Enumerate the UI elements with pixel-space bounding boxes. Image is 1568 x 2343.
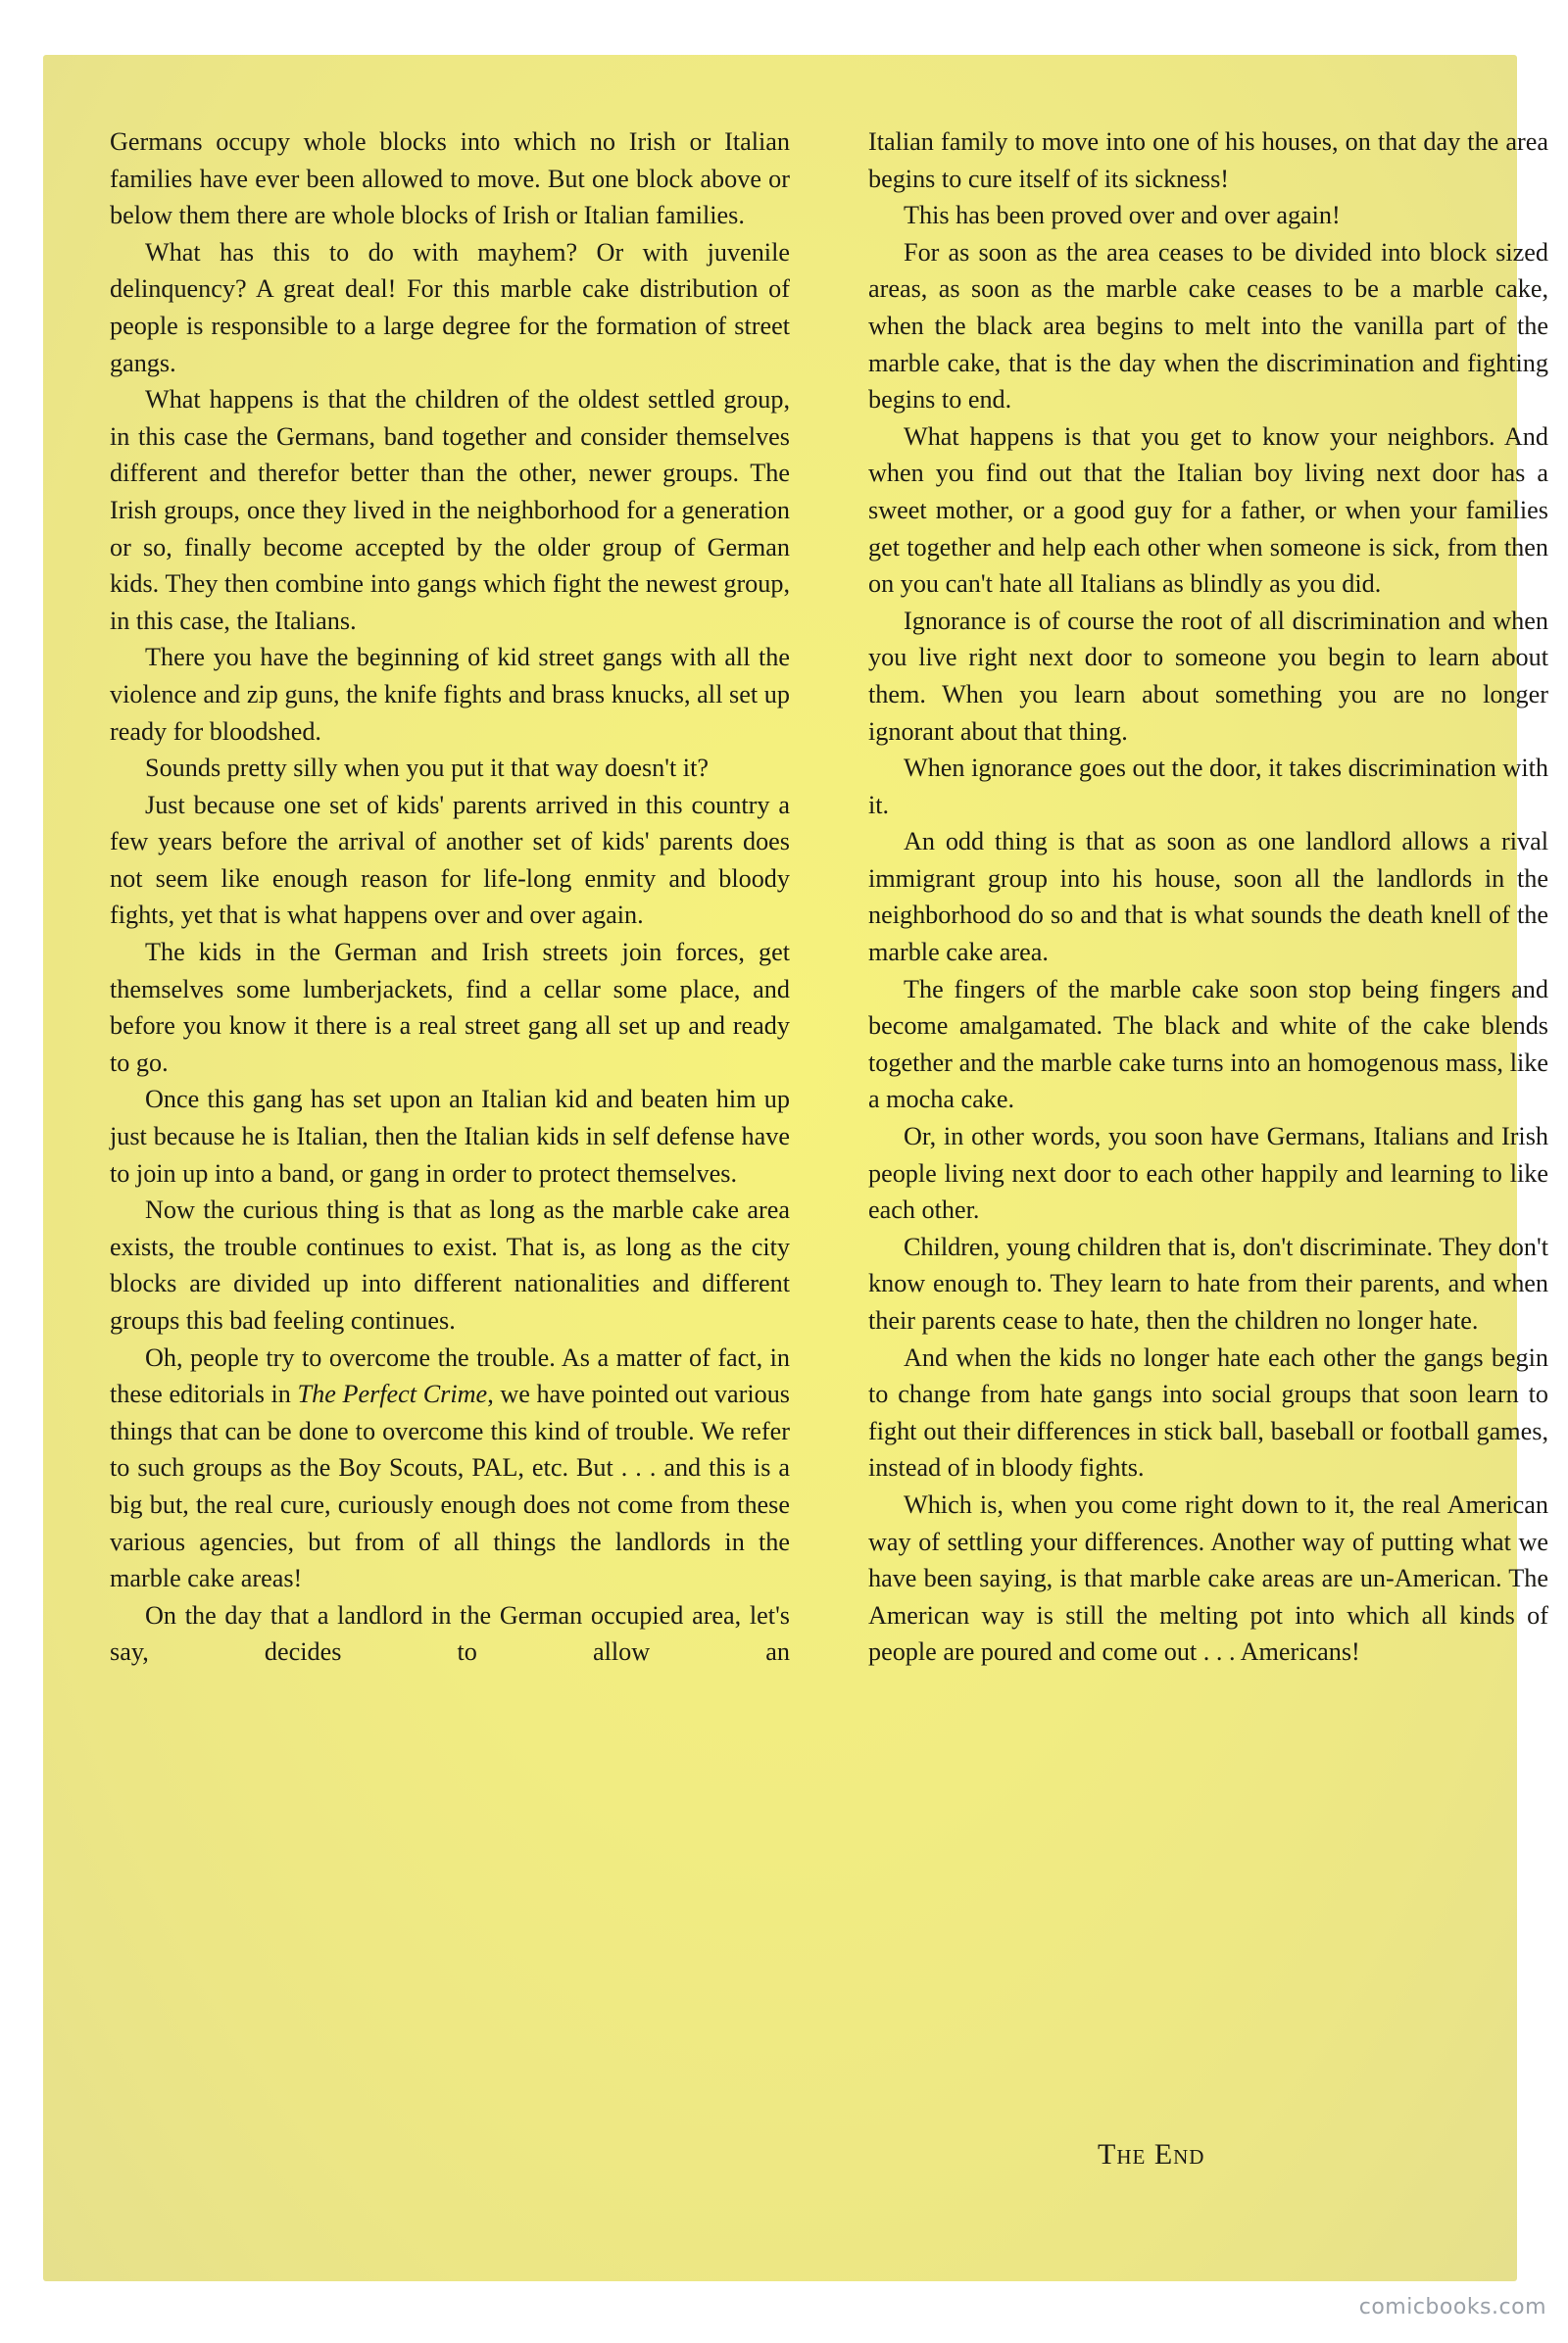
paragraph: Or, in other words, you soon have Germans, Italians and Irish people living next door to each other happily and learning to like each other. bbox=[868, 1122, 1548, 1225]
page-paper bbox=[43, 55, 1548, 2281]
paragraph: An odd thing is that as soon as one landlord allows a rival immigrant group into his house, soon all the landlords in the neighborhood do so and that is what sounds the death knell of the marble cake area. bbox=[868, 827, 1548, 967]
paragraph: The kids in the German and Irish streets join forces, get themselves some lumberjackets, find a cellar some place, and before you know it there is a real street gang all set up and ready to go. bbox=[110, 938, 790, 1077]
paragraph: For as soon as the area ceases to be divided into block sized areas, as soon as the marble cake ceases to be a marble cake, when the black area begins to melt into the vanilla part of the marble cake, that is the day when the discrimination and fighting begins to end. bbox=[868, 237, 1548, 415]
paragraph: Germans occupy whole blocks into which no Irish or Italian families have ever been allowed to move. But one block above or below them there are whole blocks of Irish or Italian families. bbox=[110, 127, 790, 230]
paragraph bbox=[110, 1340, 790, 1597]
paragraph: Once this gang has set upon an Italian kid and beaten him up just because he is Italian, then the Italian kids in self defense have to join up into a band, or gang in order to protect themselves. bbox=[110, 1085, 790, 1188]
paragraph: This has been proved over and over again! bbox=[904, 201, 1341, 230]
paragraph-text: , we have pointed out various things that can be done to overcome this kind of trouble. We refer to such groups as the Boy Scouts, PAL, etc. But . . . and this is a big but, the real cure, curiously enough does not come from these various agencies, but from of all things the landlords in the marble cake areas! bbox=[110, 1380, 790, 1593]
right-column bbox=[868, 123, 1548, 2279]
paragraph: Which is, when you come right down to it, the real American way of settling your differences. Another way of putting what we have been saying, is that marble cake areas are un-American. The American way is still the melting pot into which all kinds of people are poured and come out . . . Americans! bbox=[868, 1489, 1548, 1667]
paragraph: There you have the beginning of kid street gangs with all the violence and zip guns, the knife fights and brass knucks, all set up ready for bloodshed. bbox=[110, 643, 790, 746]
paragraph-text: Oh, people try to overcome the trouble. As a matter of fact, in these editorials in bbox=[110, 1342, 790, 1409]
the-end-label: The End bbox=[1098, 2138, 1205, 2171]
paragraph: When ignorance goes out the door, it takes discrimination with it. bbox=[868, 754, 1548, 819]
paragraph: Just because one set of kids' parents arrived in this country a few years before the arrival of another set of kids' parents does not seem like enough reason for life-long enmity and bloody fights, yet that is what happens over and over again. bbox=[110, 790, 790, 930]
paragraph: And when the kids no longer hate each other the gangs begin to change from hate gangs into social groups that soon learn to fight out their differences in stick ball, baseball or football games, instead of in bloody fights. bbox=[868, 1342, 1548, 1483]
paragraph: What has this to do with mayhem? Or with juvenile delinquency? A great deal! For this marble cake distribution of people is responsible to a large degree for the formation of street gangs. bbox=[110, 237, 790, 377]
magazine-title: The Perfect Crime bbox=[297, 1380, 488, 1409]
paragraph: Italian family to move into one of his houses, on that day the area begins to cure itself of its sickness! bbox=[868, 127, 1548, 193]
paragraph: The fingers of the marble cake soon stop being fingers and become amalgamated. The black and white of the cake blends together and the marble cake turns into an homogenous mass, like a mocha cake. bbox=[868, 974, 1548, 1114]
paragraph: Ignorance is of course the root of all discrimination and when you live right next door to someone you begin to learn about them. When you learn about something you are no longer ignorant about that thing. bbox=[868, 606, 1548, 746]
paragraph: Now the curious thing is that as long as the marble cake area exists, the trouble continues to exist. That is, as long as the city blocks are divided up into different nationalities and different groups this bad feeling continues. bbox=[110, 1196, 790, 1335]
site-watermark: comicbooks.com bbox=[1358, 2295, 1546, 2319]
paragraph: Sounds pretty silly when you put it that way doesn't it? bbox=[145, 754, 709, 783]
paragraph: What happens is that the children of the oldest settled group, in this case the Germans, band together and consider themselves different and therefor better than the other, newer groups. The Irish groups, once they lived in the neighborhood for a generation or so, finally become accepted by the older group of German kids. They then combine into gangs which fight the newest group, in this case, the Italians. bbox=[110, 385, 790, 635]
left-column bbox=[110, 123, 790, 2279]
paragraph: What happens is that you get to know your neighbors. And when you find out that the Italian boy living next door has a sweet mother, or a good guy for a father, or when your families get together and help each other when someone is sick, from then on you can't hate all Italians as blindly as you did. bbox=[868, 421, 1548, 599]
paragraph: On the day that a landlord in the German occupied area, let's say, decides to allow an bbox=[110, 1600, 790, 1667]
paragraph: Children, young children that is, don't discriminate. They don't know enough to. They learn to hate from their parents, and when their parents cease to hate, then the children no longer hate. bbox=[868, 1232, 1548, 1335]
